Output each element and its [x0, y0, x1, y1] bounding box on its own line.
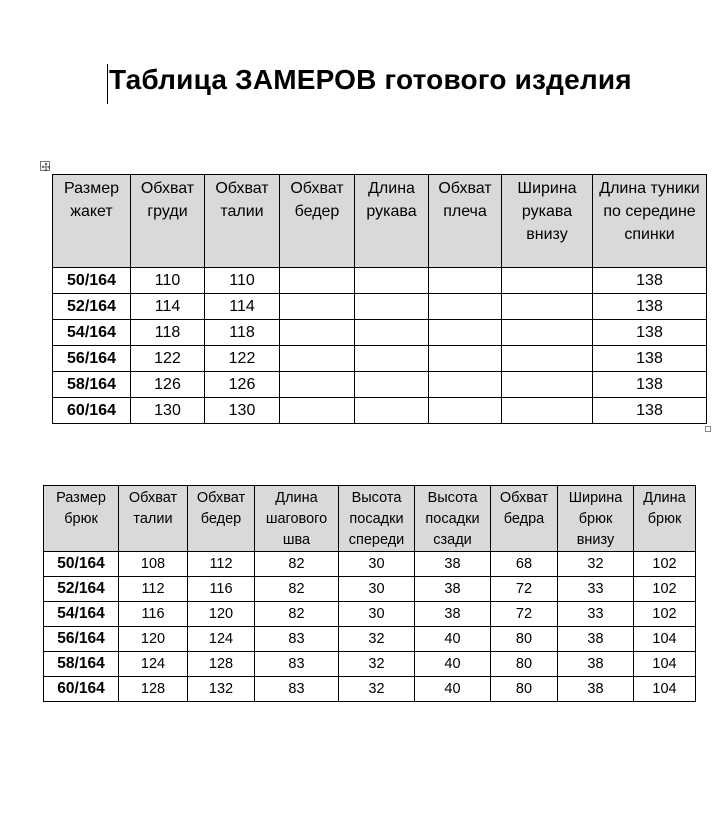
table-cell: 128	[119, 677, 188, 702]
table-cell: 38	[415, 602, 491, 627]
page-title: Таблица ЗАМЕРОВ готового изделия	[109, 64, 632, 95]
table-cell	[280, 294, 355, 320]
column-header: Обхват бедра	[491, 486, 558, 552]
move-arrows-icon[interactable]	[40, 161, 50, 171]
table-cell: 40	[415, 652, 491, 677]
table-cell	[355, 268, 429, 294]
column-header: Обхват груди	[131, 175, 205, 268]
table-cell: 110	[131, 268, 205, 294]
jacket-measurements-table	[52, 174, 707, 424]
table-cell: 30	[339, 577, 415, 602]
table-cell: 118	[131, 320, 205, 346]
table-cell: 33	[558, 602, 634, 627]
column-header: Длина брюк	[634, 486, 696, 552]
table-cell: 102	[634, 552, 696, 577]
table-cell: 138	[593, 268, 707, 294]
table-cell: 130	[205, 398, 280, 424]
table-cell	[355, 372, 429, 398]
table-cell: 126	[131, 372, 205, 398]
table-cell: 126	[205, 372, 280, 398]
table-cell	[502, 398, 593, 424]
resize-handle-icon[interactable]	[705, 426, 711, 432]
table-cell: 40	[415, 677, 491, 702]
table-row	[44, 552, 696, 577]
table-cell: 30	[339, 602, 415, 627]
table-cell: 32	[339, 677, 415, 702]
table-cell: 114	[131, 294, 205, 320]
trousers-measurements-table	[43, 485, 696, 702]
table-cell	[502, 372, 593, 398]
table-cell	[429, 268, 502, 294]
table-cell: 83	[255, 652, 339, 677]
table-cell: 124	[188, 627, 255, 652]
table-cell: 108	[119, 552, 188, 577]
table-cell	[280, 320, 355, 346]
table-cell: 83	[255, 627, 339, 652]
table-cell: 38	[415, 577, 491, 602]
table-row	[44, 577, 696, 602]
column-header: Высота посадки спереди	[339, 486, 415, 552]
table-cell: 72	[491, 602, 558, 627]
table-cell: 130	[131, 398, 205, 424]
column-header: Размер жакет	[53, 175, 131, 268]
table-cell: 122	[205, 346, 280, 372]
column-header: Длина рукава	[355, 175, 429, 268]
table-row	[53, 268, 707, 294]
table-cell: 112	[188, 552, 255, 577]
table-row	[53, 294, 707, 320]
size-cell: 50/164	[53, 268, 131, 294]
table-cell: 38	[558, 652, 634, 677]
table-row	[44, 602, 696, 627]
table-cell: 104	[634, 627, 696, 652]
table-cell: 116	[188, 577, 255, 602]
table-row	[44, 677, 696, 702]
table-cell: 38	[558, 677, 634, 702]
size-cell: 58/164	[44, 652, 119, 677]
table-cell: 80	[491, 652, 558, 677]
column-header: Обхват бедер	[188, 486, 255, 552]
table-cell	[280, 372, 355, 398]
table-cell	[429, 294, 502, 320]
table-cell: 138	[593, 398, 707, 424]
text-cursor	[107, 64, 108, 104]
table-cell: 110	[205, 268, 280, 294]
table-cell: 122	[131, 346, 205, 372]
size-cell: 52/164	[53, 294, 131, 320]
table-cell: 82	[255, 552, 339, 577]
table-cell	[429, 346, 502, 372]
table-cell	[502, 268, 593, 294]
table-cell	[502, 346, 593, 372]
table-cell: 120	[119, 627, 188, 652]
table-cell: 102	[634, 577, 696, 602]
size-cell: 56/164	[53, 346, 131, 372]
size-cell: 50/164	[44, 552, 119, 577]
table-cell: 104	[634, 677, 696, 702]
column-header: Обхват плеча	[429, 175, 502, 268]
table-cell: 82	[255, 577, 339, 602]
column-header: Обхват бедер	[280, 175, 355, 268]
column-header: Ширина брюк внизу	[558, 486, 634, 552]
table-row	[53, 320, 707, 346]
table-row	[53, 346, 707, 372]
table-cell	[429, 372, 502, 398]
table-cell	[355, 346, 429, 372]
table-cell	[355, 320, 429, 346]
size-cell: 60/164	[53, 398, 131, 424]
table-cell	[429, 398, 502, 424]
size-cell: 52/164	[44, 577, 119, 602]
column-header: Высота посадки сзади	[415, 486, 491, 552]
column-header: Обхват талии	[119, 486, 188, 552]
table-cell: 102	[634, 602, 696, 627]
table-cell	[280, 398, 355, 424]
column-header: Длина шагового шва	[255, 486, 339, 552]
table-row	[44, 627, 696, 652]
table-header-row	[44, 486, 696, 552]
table-header-row	[53, 175, 707, 268]
table-cell: 138	[593, 372, 707, 398]
column-header: Обхват талии	[205, 175, 280, 268]
table-row	[53, 398, 707, 424]
size-cell: 56/164	[44, 627, 119, 652]
table-cell: 38	[558, 627, 634, 652]
table-cell: 104	[634, 652, 696, 677]
table-cell: 114	[205, 294, 280, 320]
table-cell: 72	[491, 577, 558, 602]
table-cell: 138	[593, 346, 707, 372]
table-cell: 32	[339, 652, 415, 677]
table-cell: 112	[119, 577, 188, 602]
size-cell: 54/164	[53, 320, 131, 346]
table-cell: 68	[491, 552, 558, 577]
size-cell: 54/164	[44, 602, 119, 627]
table-cell: 83	[255, 677, 339, 702]
table-cell: 120	[188, 602, 255, 627]
table-cell: 30	[339, 552, 415, 577]
table-cell: 138	[593, 320, 707, 346]
column-header: Размер брюк	[44, 486, 119, 552]
table-cell: 80	[491, 627, 558, 652]
table-cell	[502, 294, 593, 320]
table-cell: 38	[415, 552, 491, 577]
table-cell: 132	[188, 677, 255, 702]
table-cell	[280, 268, 355, 294]
table-cell: 128	[188, 652, 255, 677]
table-cell	[429, 320, 502, 346]
table-cell: 124	[119, 652, 188, 677]
table-cell	[502, 320, 593, 346]
table-row	[44, 652, 696, 677]
table-cell: 118	[205, 320, 280, 346]
table-cell: 138	[593, 294, 707, 320]
table-cell: 40	[415, 627, 491, 652]
table-cell: 32	[339, 627, 415, 652]
table-cell: 116	[119, 602, 188, 627]
table-cell: 32	[558, 552, 634, 577]
table-cell	[355, 294, 429, 320]
table-cell: 80	[491, 677, 558, 702]
column-header: Длина туники по середине спинки	[593, 175, 707, 268]
size-cell: 60/164	[44, 677, 119, 702]
column-header: Ширина рукава внизу	[502, 175, 593, 268]
table-row	[53, 372, 707, 398]
table-cell	[280, 346, 355, 372]
table-cell	[355, 398, 429, 424]
size-cell: 58/164	[53, 372, 131, 398]
table-cell: 33	[558, 577, 634, 602]
table-cell: 82	[255, 602, 339, 627]
